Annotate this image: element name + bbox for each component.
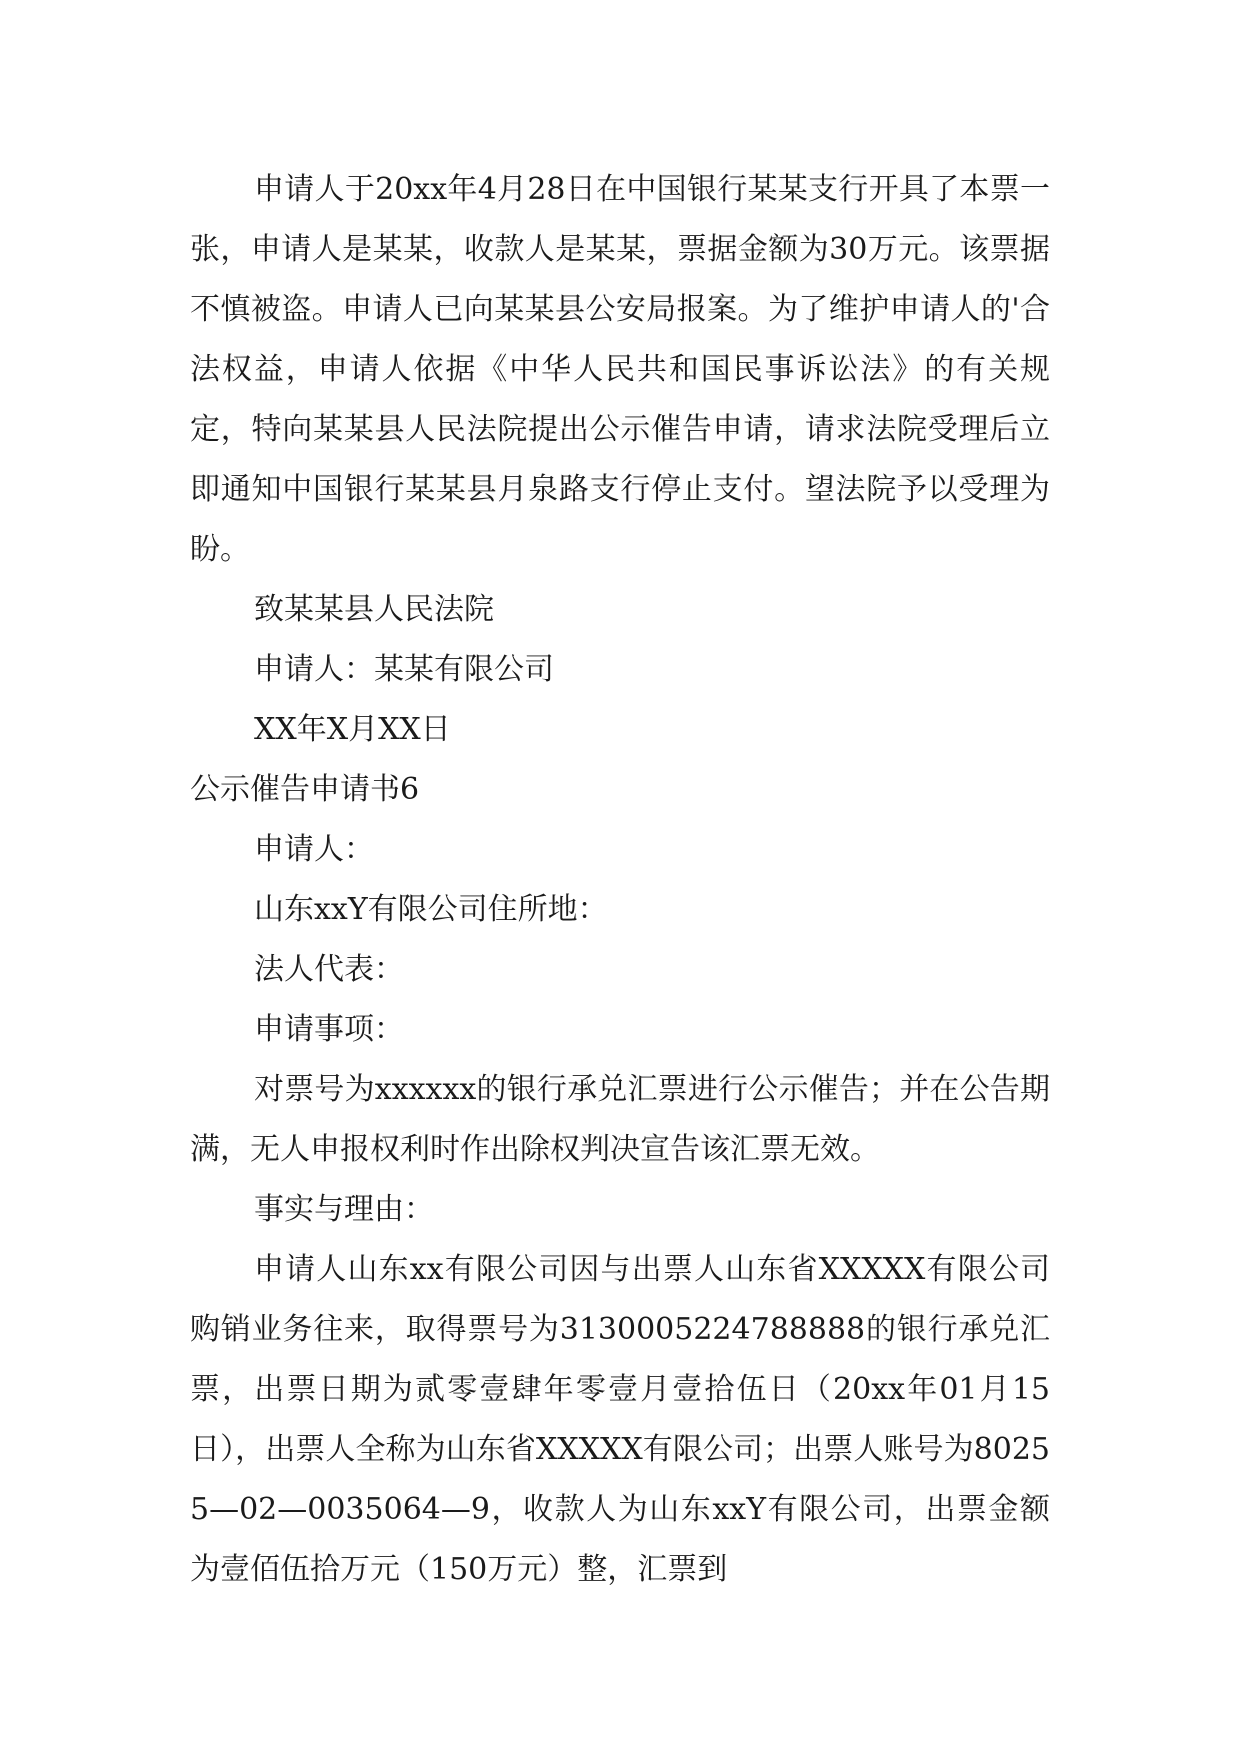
document-body: [190, 160, 1050, 1600]
legal-representative: 法人代表：: [254, 952, 404, 987]
facts-heading: 事实与理由：: [254, 1192, 434, 1227]
applicant-signature: 申请人：某某有限公司: [254, 652, 554, 687]
date-line: XX年X月XX日: [254, 712, 451, 747]
facts-paragraph: 申请人山东xx有限公司因与出票人山东省XXXXX有限公司购销业务往来，取得票号为3130005224788888的银行承兑汇票，出票日期为贰零壹肆年零壹月壹拾伍日（20xx年01月15日），出票人全称为山东省XXXXX有限公司；出票人账号为80255—02—0035064—9，收款人为山东xxY有限公司，出票金额为壹佰伍拾万元（150万元）整，汇票到: [190, 1252, 1050, 1587]
section-title: 公示催告申请书6: [190, 772, 420, 807]
request-paragraph: 对票号为xxxxxx的银行承兑汇票进行公示催告；并在公告期满，无人申报权利时作出除权判决宣告该汇票无效。: [190, 1072, 1050, 1167]
addressee-line: 致某某县人民法院: [254, 592, 494, 627]
applicant-address: 山东xxY有限公司住所地：: [254, 892, 608, 927]
request-heading: 申请事项：: [254, 1012, 404, 1047]
paragraph-facts: 申请人于20xx年4月28日在中国银行某某支行开具了本票一张，申请人是某某，收款人是某某，票据金额为30万元。该票据不慎被盗。申请人已向某某县公安局报案。为了维护申请人的'合法权益，申请人依据《中华人民共和国民事诉讼法》的有关规定，特向某某县人民法院提出公示催告申请，请求法院受理后立即通知中国银行某某县月泉路支行停止支付。望法院予以受理为盼。: [190, 172, 1050, 567]
applicant-label: 申请人：: [254, 832, 374, 867]
